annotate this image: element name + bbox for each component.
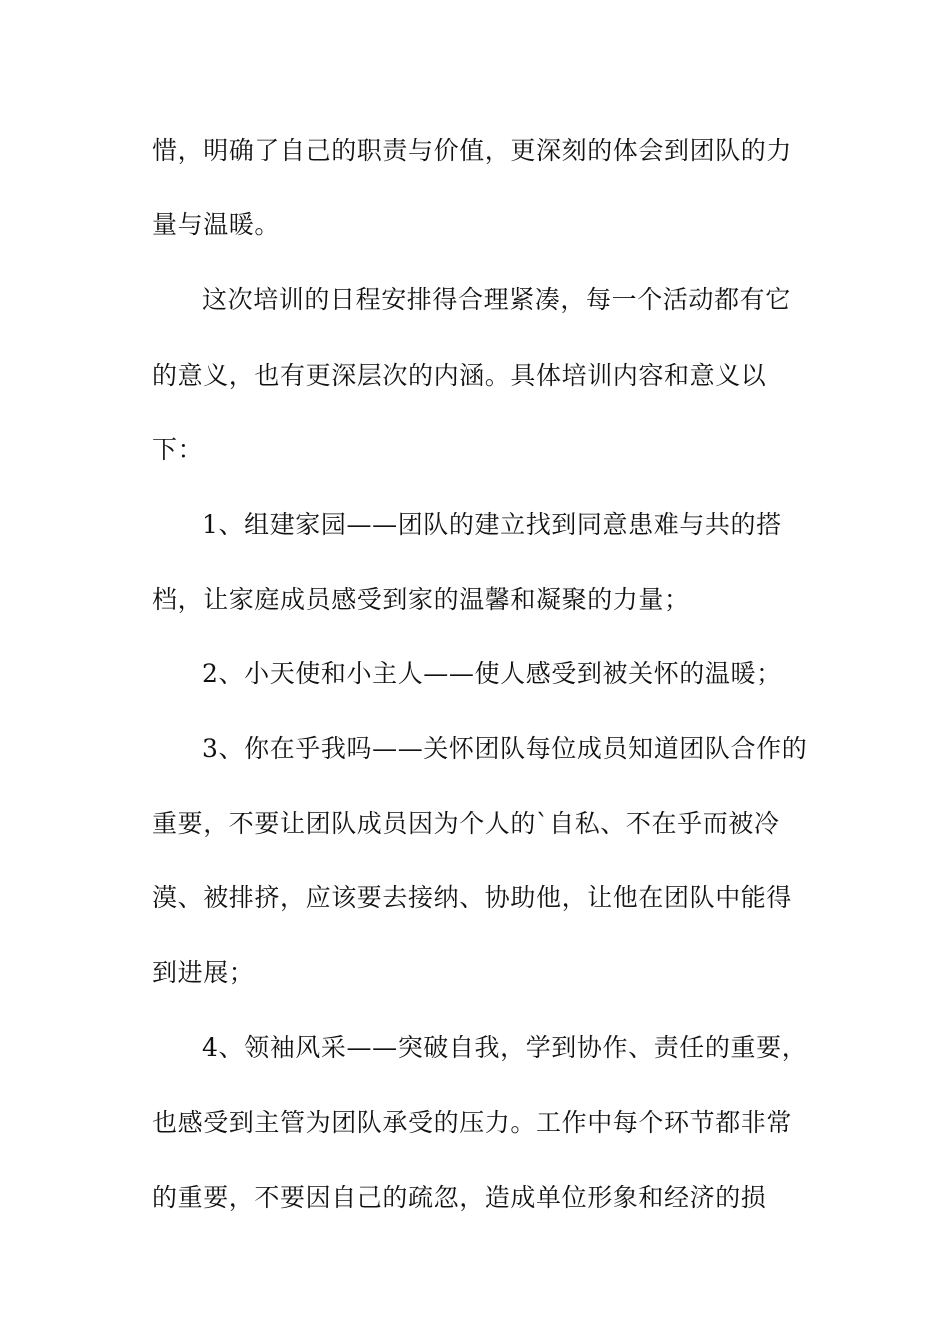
text-line-15: 的重要，不要因自己的疏忽，造成单位形象和经济的损 — [152, 1183, 767, 1212]
text-line-14: 也感受到主管为团队承受的压力。工作中每个环节都非常 — [152, 1108, 793, 1137]
text-line-4: 的意义，也有更深层次的内涵。具体培训内容和意义以 — [152, 361, 767, 390]
text-line-9: 3、你在乎我吗——关怀团队每位成员知道团队合作的 — [202, 734, 808, 763]
text-line-13: 4、领袖风采——突破自我，学到协作、责任的重要， — [202, 1033, 808, 1062]
text-line-10: 重要，不要让团队成员因为个人的`自私、不在乎而被冷 — [152, 809, 780, 838]
text-line-2: 量与温暖。 — [152, 210, 281, 239]
text-line-8: 2、小天使和小主人——使人感受到被关怀的温暖； — [202, 659, 782, 688]
text-line-11: 漠、被排挤，应该要去接纳、协助他，让他在团队中能得 — [152, 883, 793, 912]
text-line-12: 到进展； — [152, 958, 255, 987]
text-line-7: 档，让家庭成员感受到家的温馨和凝聚的力量； — [152, 585, 690, 614]
text-line-6: 1、组建家园——团队的建立找到同意患难与共的搭 — [202, 510, 782, 539]
text-line-1: 惜，明确了自己的职责与价值，更深刻的体会到团队的力 — [152, 136, 793, 165]
text-line-3: 这次培训的日程安排得合理紧凑，每一个活动都有它 — [202, 285, 791, 314]
text-line-5: 下： — [152, 435, 204, 464]
